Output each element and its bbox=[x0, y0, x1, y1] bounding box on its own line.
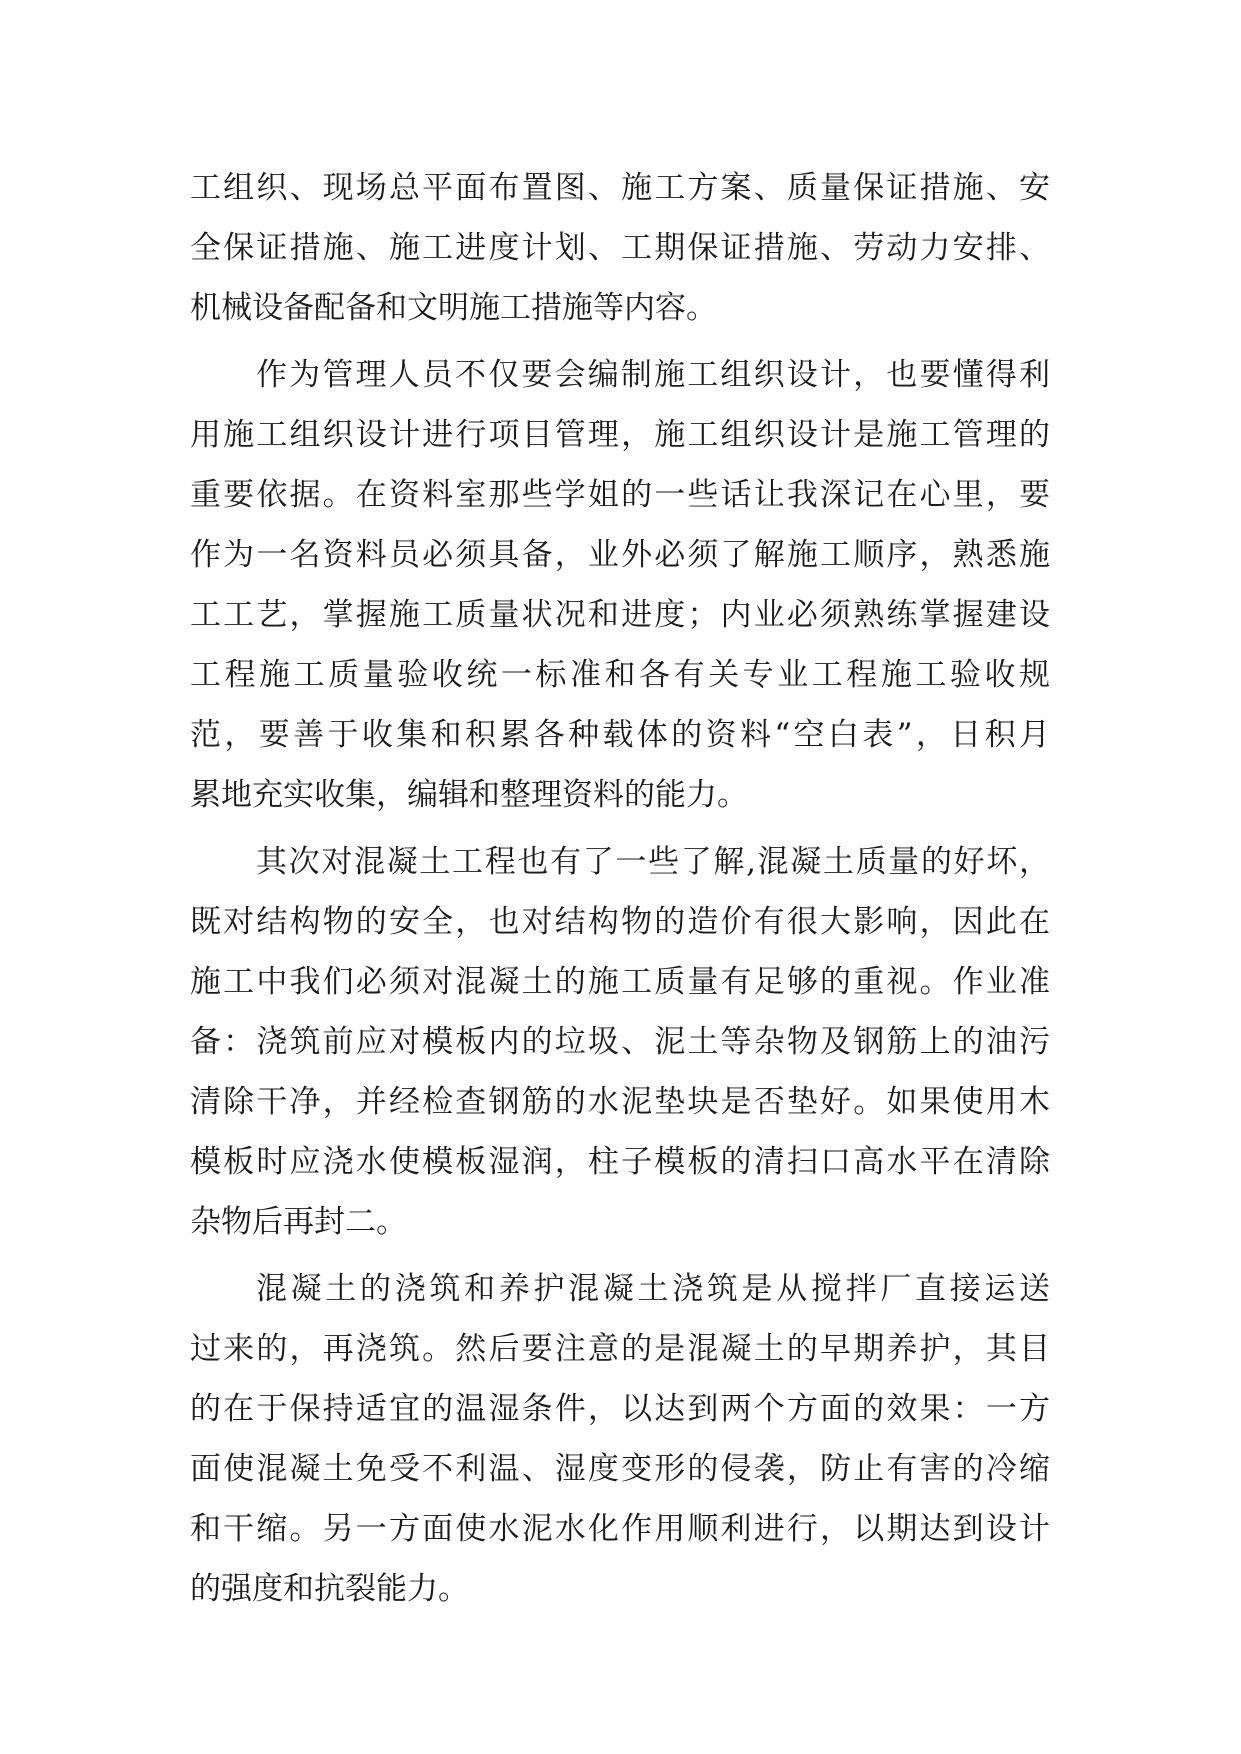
text-line: 作为管理人员不仅要会编制施工组织设计，也要懂得利 bbox=[256, 357, 1050, 393]
text-line: 重要依据。在资料室那些学姐的一些话让我深记在心里，要 bbox=[190, 477, 1050, 513]
text-line: 范，要善于收集和积累各种载体的资料“空白表”，日积月 bbox=[190, 717, 1050, 753]
text-line: 作为一名资料员必须具备，业外必须了解施工顺序，熟悉施 bbox=[190, 537, 1050, 573]
text-line: 工程施工质量验收统一标准和各有关专业工程施工验收规 bbox=[190, 657, 1050, 693]
text-line: 施工中我们必须对混凝土的施工质量有足够的重视。作业准 bbox=[190, 964, 1050, 1000]
text-line: 面使混凝土免受不利温、湿度变形的侵袭，防止有害的冷缩 bbox=[190, 1451, 1050, 1487]
text-line: 累地充实收集，编辑和整理资料的能力。 bbox=[190, 777, 748, 813]
text-line: 全保证措施、施工进度计划、工期保证措施、劳动力安排、 bbox=[190, 230, 1050, 266]
text-line: 和干缩。另一方面使水泥水化作用顺利进行，以期达到设计 bbox=[190, 1511, 1050, 1547]
text-line: 的在于保持适宜的温湿条件，以达到两个方面的效果：一方 bbox=[190, 1391, 1050, 1427]
text-line: 杂物后再封二。 bbox=[190, 1204, 407, 1240]
text-line: 工组织、现场总平面布置图、施工方案、质量保证措施、安 bbox=[190, 170, 1050, 206]
text-line: 其次对混凝土工程也有了一些了解,混凝土质量的好坏， bbox=[256, 844, 1050, 880]
text-line: 工工艺，掌握施工质量状况和进度；内业必须熟练掌握建设 bbox=[190, 597, 1050, 633]
text-line: 备：浇筑前应对模板内的垃圾、泥土等杂物及钢筋上的油污 bbox=[190, 1024, 1050, 1060]
text-line: 模板时应浇水使模板湿润，柱子模板的清扫口高水平在清除 bbox=[190, 1144, 1050, 1180]
text-line: 过来的，再浇筑。然后要注意的是混凝土的早期养护，其目 bbox=[190, 1331, 1050, 1367]
text-line: 清除干净，并经检查钢筋的水泥垫块是否垫好。如果使用木 bbox=[190, 1084, 1050, 1120]
text-line: 机械设备配备和文明施工措施等内容。 bbox=[190, 290, 717, 326]
text-line: 的强度和抗裂能力。 bbox=[190, 1571, 469, 1607]
text-line: 既对结构物的安全，也对结构物的造价有很大影响，因此在 bbox=[190, 904, 1050, 940]
text-line: 用施工组织设计进行项目管理，施工组织设计是施工管理的 bbox=[190, 417, 1050, 453]
text-line: 混凝土的浇筑和养护混凝土浇筑是从搅拌厂直接运送 bbox=[256, 1271, 1050, 1307]
